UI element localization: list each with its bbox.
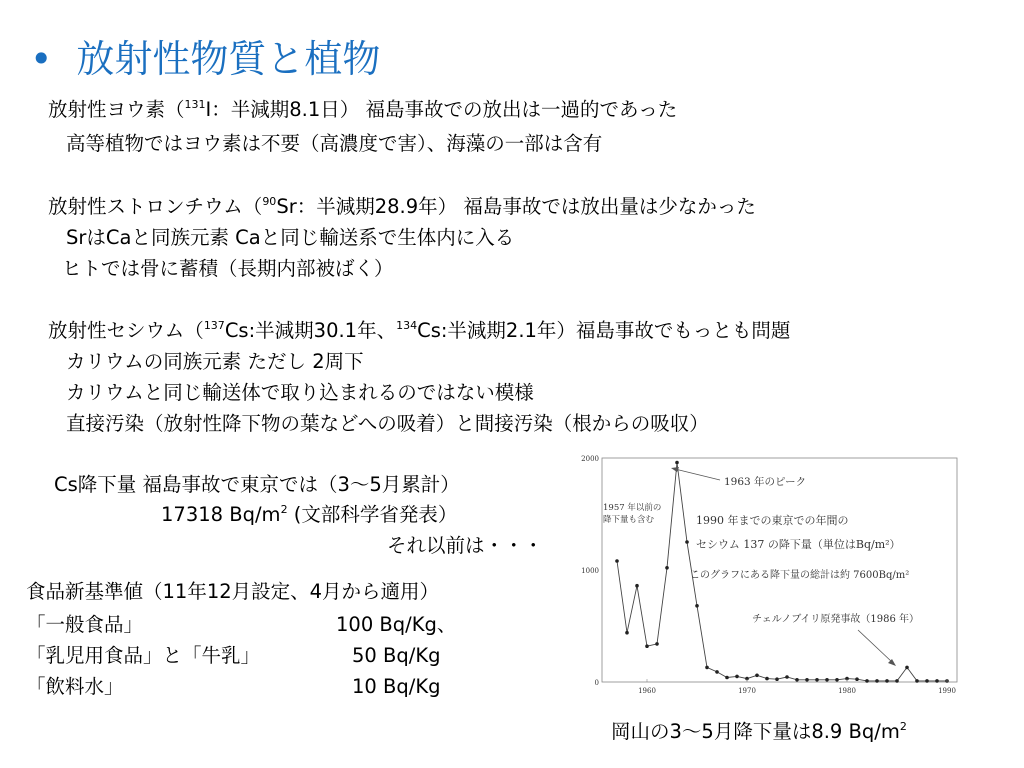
iodine-sup: 131: [184, 98, 206, 111]
fallout-line-2: [161, 505, 457, 525]
pre1957-label-2: 降下量も含む: [603, 515, 655, 525]
data-point: [815, 678, 819, 682]
cesium-line-1: [48, 321, 790, 341]
data-point: [635, 584, 639, 588]
data-point: [935, 679, 939, 683]
data-point: [895, 679, 899, 683]
iodine-l1-pre: 放射性ヨウ素（: [48, 98, 185, 121]
fallout-source: (文部科学省発表）: [287, 503, 458, 526]
data-point: [705, 666, 709, 670]
food-item-infant-milk: 「乳児用食品」と「牛乳」: [26, 644, 261, 667]
data-point: [645, 644, 649, 648]
fallout-line-3: それ以前は・・・: [387, 534, 544, 557]
slide-title: [30, 28, 380, 83]
cesium-line-3: カリウムと同じ輸送体で取り込まれるのではない模様: [66, 381, 534, 404]
cesium-line-2: カリウムの同族元素 ただし 2周下: [66, 350, 364, 373]
peak-label: 1963 年のピーク: [724, 476, 807, 488]
iodine-line-1: [48, 100, 677, 120]
bullet: •: [30, 37, 53, 81]
data-point: [765, 677, 769, 681]
data-point: [825, 678, 829, 682]
data-point: [725, 676, 729, 680]
food-value-water: 10 Bq/Kg: [352, 675, 441, 698]
iodine-l1-post: I：半減期8.1日） 福島事故での放出は一過的であった: [205, 98, 678, 121]
y-tick-label: 1000: [581, 567, 599, 575]
x-tick-label: 1980: [838, 687, 856, 695]
fallout-sup: 2: [280, 503, 288, 516]
fallout-value: 17318 Bq/m: [161, 503, 281, 526]
okayama-caption: [611, 716, 907, 744]
sr-sup: 90: [262, 195, 277, 208]
food-item-water: 「飲料水」: [26, 675, 124, 698]
food-value-infant-milk: 50 Bq/Kg: [352, 644, 441, 667]
data-point: [775, 677, 779, 681]
x-tick-label: 1960: [638, 687, 656, 695]
data-point: [915, 679, 919, 683]
total-label: このグラフにある降下量の総計は約 7600Bq/m²: [690, 570, 910, 581]
data-point: [685, 540, 689, 544]
data-point: [655, 642, 659, 646]
desc-label-2: セシウム 137 の降下量（単位はBq/m²）: [696, 538, 901, 551]
title-text: 放射性物質と植物: [76, 37, 381, 81]
cs-sup-137: 137: [203, 319, 225, 332]
pre1957-label-1: 1957 年以前の: [603, 503, 662, 513]
data-point: [735, 675, 739, 679]
sr-l1-post: Sr：半減期28.9年） 福島事故では放出量は少なかった: [276, 195, 756, 218]
okayama-text: 岡山の3～5月降下量は8.9 Bq/m: [611, 720, 900, 743]
cs-sup-134: 134: [396, 319, 418, 332]
cs-l1-mid: Cs:半減期30.1年、: [224, 319, 397, 342]
data-point: [785, 675, 789, 679]
data-point: [795, 678, 799, 682]
cs-l1-pre: 放射性セシウム（: [48, 319, 204, 342]
strontium-line-3: ヒトでは骨に蓄積（長期内部被ばく）: [62, 257, 394, 280]
data-point: [665, 566, 669, 570]
chernobyl-label: チェルノブイリ原発事故（1986 年）: [752, 614, 920, 625]
desc-label-1: 1990 年までの東京での年間の: [696, 514, 849, 527]
strontium-line-1: [48, 197, 756, 217]
data-point: [695, 604, 699, 608]
strontium-line-2: SrはCaと同族元素 Caと同じ輸送系で生体内に入る: [66, 226, 515, 249]
chernobyl-arrowhead: [888, 659, 896, 666]
data-point: [675, 461, 679, 465]
iodine-line-2: 高等植物ではヨウ素は不要（高濃度で害）、海藻の一部は含有: [66, 132, 603, 155]
y-tick-label: 0: [594, 679, 599, 687]
data-point: [755, 674, 759, 678]
data-point: [805, 678, 809, 682]
okayama-sup: 2: [899, 720, 907, 733]
fallout-line-1: Cs降下量 福島事故で東京では（3～5月累計）: [54, 473, 460, 496]
food-value-general: 100 Bq/Kg、: [336, 613, 457, 636]
data-point: [855, 677, 859, 681]
food-item-general: 「一般食品」: [26, 613, 144, 636]
peak-arrow: [675, 469, 720, 480]
data-point: [625, 631, 629, 635]
chernobyl-arrow: [858, 630, 892, 662]
y-tick-label: 2000: [581, 455, 599, 463]
food-heading: 食品新基準値（11年12月設定、4月から適用）: [26, 580, 440, 603]
x-tick-label: 1990: [938, 687, 956, 695]
sr-l1-pre: 放射性ストロンチウム（: [48, 195, 263, 218]
cs-l1-post: Cs:半減期2.1年）福島事故でもっとも問題: [417, 319, 791, 342]
data-point: [835, 678, 839, 682]
cesium-fallout-chart: [572, 450, 967, 702]
data-point: [875, 679, 879, 683]
data-point: [715, 670, 719, 674]
data-point: [925, 679, 929, 683]
data-point: [865, 679, 869, 683]
cesium-line-4: 直接汚染（放射性降下物の葉などへの吸着）と間接汚染（根からの吸収）: [66, 412, 709, 435]
data-point: [885, 679, 889, 683]
data-point: [905, 666, 909, 670]
data-point: [615, 559, 619, 563]
x-tick-label: 1970: [738, 687, 756, 695]
